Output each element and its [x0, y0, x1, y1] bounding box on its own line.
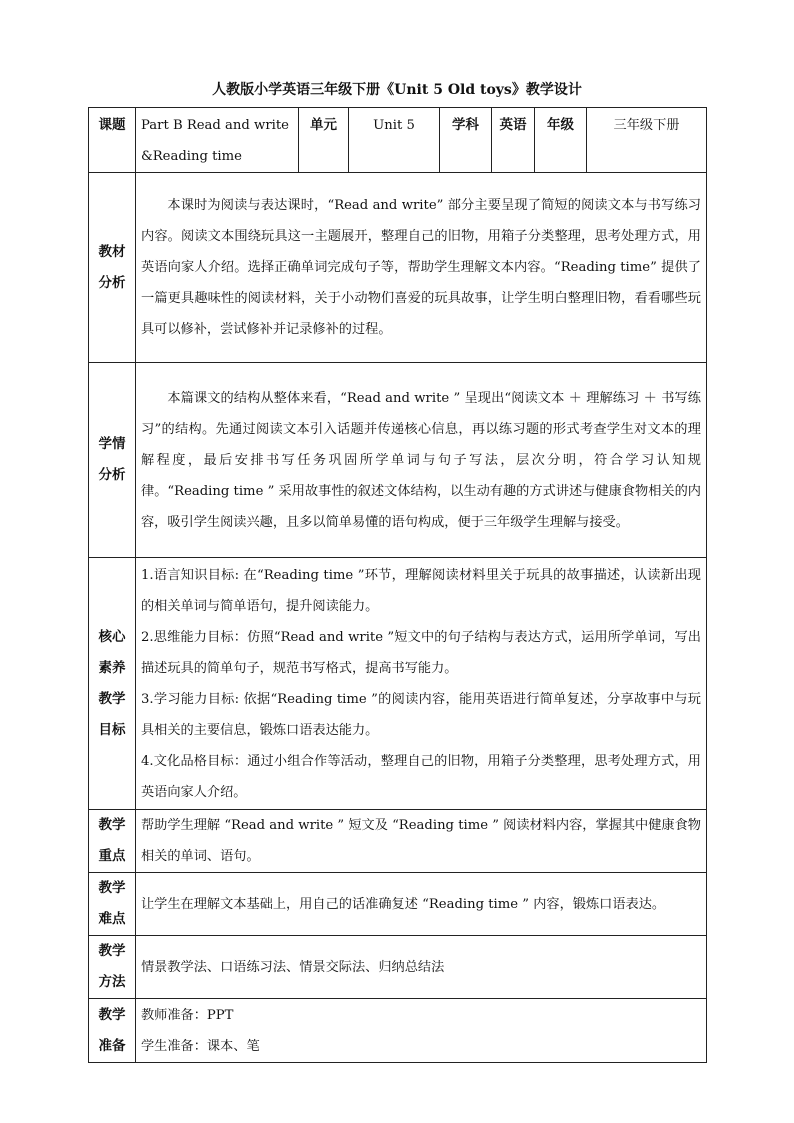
grade-label: 年级	[535, 108, 587, 173]
teacher-preparation: 教师准备：PPT	[141, 1007, 234, 1023]
material-analysis-label: 教材 分析	[89, 173, 136, 363]
key-points-label: 教学 重点	[89, 810, 136, 873]
learner-analysis-label: 学情 分析	[89, 363, 136, 558]
key-points-row	[89, 810, 707, 873]
core-goals-list	[136, 558, 707, 810]
student-preparation: 学生准备：课本、笔	[141, 1038, 260, 1054]
learner-analysis-text: 本篇课文的结构从整体来看，“Read and write ” 呈现出“阅读文本 ＋ 理解练习 ＋ 书写练习”的结构。先通过阅读文本引入话题并传递核心信息，再以练习题的形式考查学生对文本的理解程度，最后安排书写任务巩固所学单词与句子写法，层次分明，符合学习认知规律。“Reading time ” 采用故事性的叙述文体结构，以生动有趣的方式讲述与健康食物相关的内容，吸引学生阅读兴趣，且多以简单易懂的语句构成，便于三年级学生理解与接受。	[136, 363, 707, 558]
goal-item: 3.学习能力目标: 依据“Reading time ”的阅读内容，能用英语进行简单复述，分享故事中与玩具相关的主要信息，锻炼口语表达能力。	[141, 691, 701, 738]
header-row	[89, 108, 707, 173]
preparation-text	[136, 999, 707, 1063]
preparation-label: 教学 准备	[89, 999, 136, 1063]
unit-value: Unit 5	[349, 108, 440, 173]
difficulties-label: 教学 难点	[89, 873, 136, 936]
material-analysis-text: 本课时为阅读与表达课时，“Read and write” 部分主要呈现了简短的阅读文本与书写练习内容。阅读文本围绕玩具这一主题展开，整理自己的旧物，用箱子分类整理，思考处理方式，用英语向家人介绍。选择正确单词完成句子等，帮助学生理解文本内容。“Reading time” 提供了一篇更具趣味性的阅读材料，关于小动物们喜爱的玩具故事，让学生明白整理旧物，看看哪些玩具可以修补，尝试修补并记录修补的过程。	[136, 173, 707, 363]
goal-item: 1.语言知识目标: 在“Reading time ”环节，理解阅读材料里关于玩具的故事描述，认读新出现的相关单词与简单语句，提升阅读能力。	[141, 567, 701, 614]
topic-value: Part B Read and write &Reading time	[136, 108, 299, 173]
core-goals-label: 核心 素养 教学 目标	[89, 558, 136, 810]
unit-label: 单元	[299, 108, 349, 173]
learner-analysis-row	[89, 363, 707, 558]
material-analysis-row	[89, 173, 707, 363]
page-title: 人教版小学英语三年级下册《Unit 5 Old toys》教学设计	[212, 82, 582, 98]
grade-value: 三年级下册	[587, 108, 707, 173]
preparation-row	[89, 999, 707, 1063]
core-goals-row	[89, 558, 707, 810]
topic-label: 课题	[89, 108, 136, 173]
subject-label: 学科	[440, 108, 492, 173]
lesson-plan-table	[88, 107, 707, 1063]
key-points-text: 帮助学生理解 “Read and write ” 短文及 “Reading time ” 阅读材料内容，掌握其中健康食物相关的单词、语句。	[136, 810, 707, 873]
subject-value: 英语	[492, 108, 535, 173]
goal-item: 4.文化品格目标：通过小组合作等活动，整理自己的旧物，用箱子分类整理，思考处理方式，用英语向家人介绍。	[141, 753, 701, 800]
methods-row	[89, 936, 707, 999]
methods-text: 情景教学法、口语练习法、情景交际法、归纳总结法	[136, 936, 707, 999]
difficulties-text: 让学生在理解文本基础上，用自己的话准确复述 “Reading time ” 内容，锻炼口语表达。	[136, 873, 707, 936]
difficulties-row	[89, 873, 707, 936]
methods-label: 教学 方法	[89, 936, 136, 999]
goal-item: 2.思维能力目标：仿照“Read and write ”短文中的句子结构与表达方式，运用所学单词，写出描述玩具的简单句子，规范书写格式，提高书写能力。	[141, 629, 701, 676]
